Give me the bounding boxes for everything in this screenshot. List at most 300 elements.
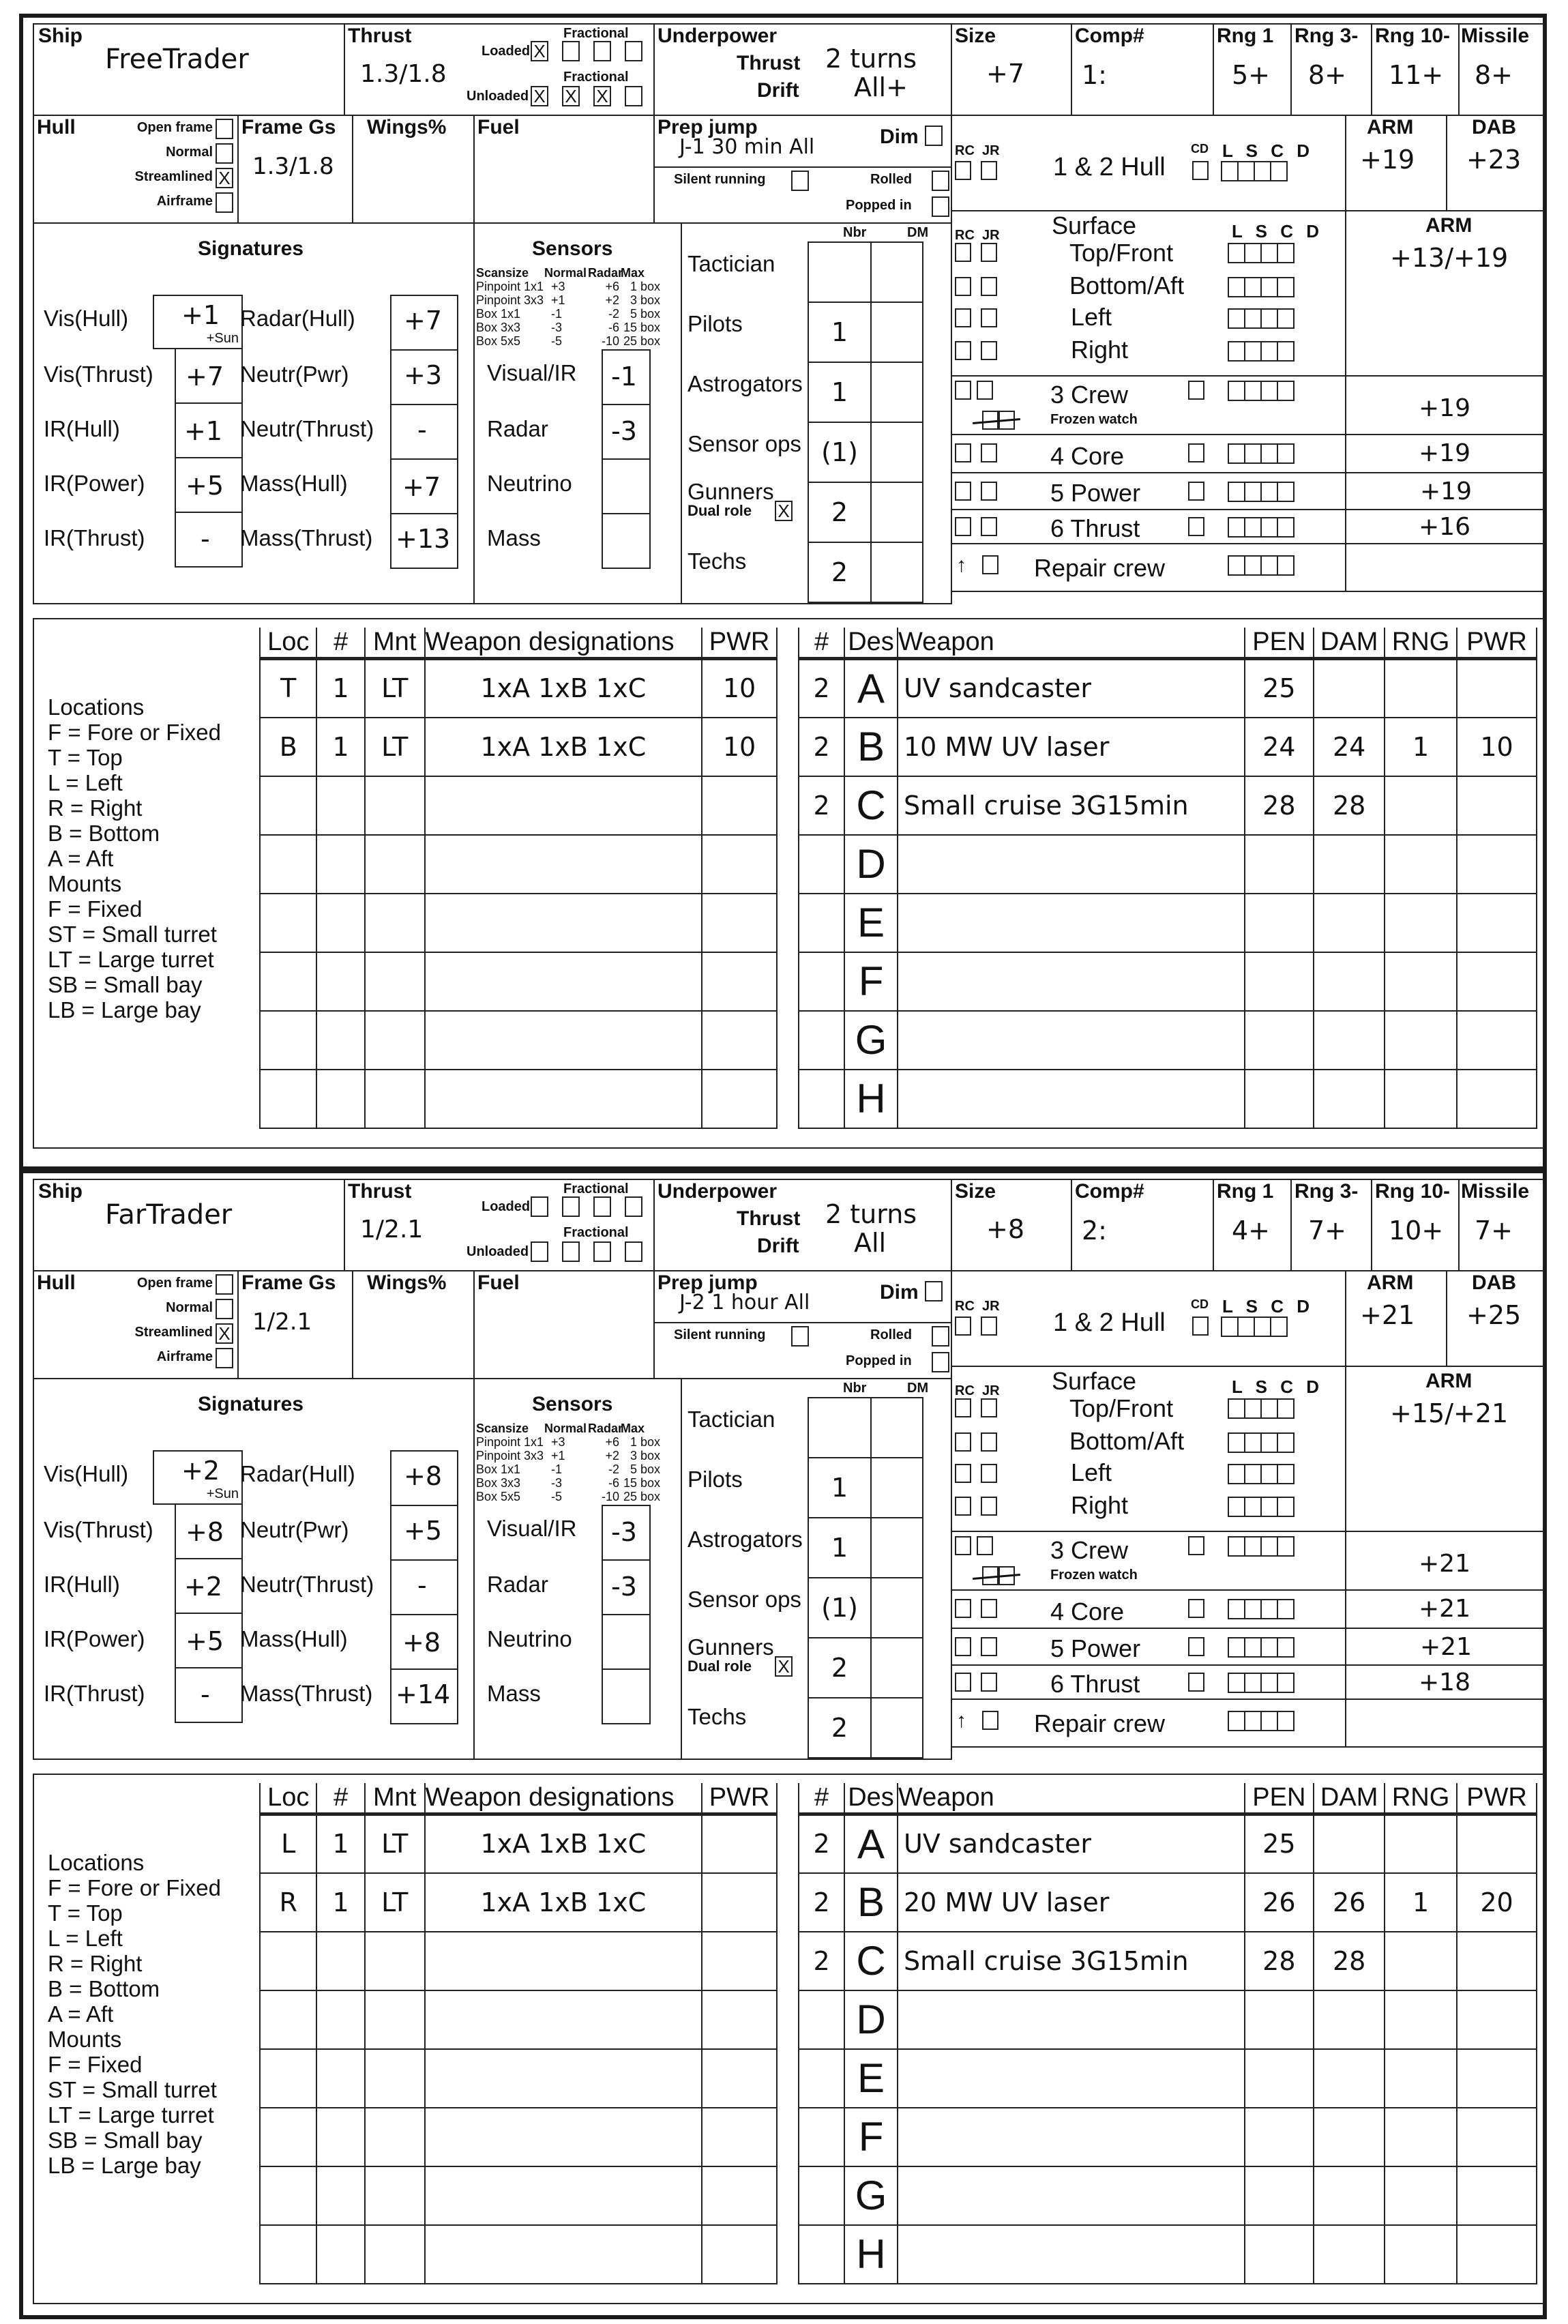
- weapon-pwr[interactable]: [1457, 2108, 1537, 2166]
- unloaded-checkbox-1[interactable]: [531, 1241, 548, 1262]
- mount-type[interactable]: LT: [365, 718, 425, 776]
- weapon-dam[interactable]: 26: [1314, 1873, 1385, 1932]
- mount-count[interactable]: [316, 1990, 364, 2049]
- prep-jump-value[interactable]: J-1 30 min All: [679, 135, 815, 159]
- crew-rc[interactable]: [955, 1536, 971, 1555]
- mount-type[interactable]: [365, 2225, 425, 2284]
- vis-thrust-value[interactable]: +8: [186, 1517, 224, 1547]
- mount-designations[interactable]: 1xA 1xB 1xC: [425, 659, 702, 718]
- mount-loc[interactable]: [260, 2166, 316, 2225]
- mount-type[interactable]: [365, 1990, 425, 2049]
- repair-crew-lscd[interactable]: [1228, 1711, 1293, 1731]
- mount-type[interactable]: [365, 1070, 425, 1128]
- loaded-checkbox-2[interactable]: [562, 41, 580, 61]
- hull-rc-checkbox[interactable]: [955, 1317, 971, 1336]
- weapon-pen[interactable]: [1245, 894, 1314, 952]
- bottom-aft-lscd[interactable]: [1228, 1432, 1293, 1453]
- weapon-pwr[interactable]: [1457, 1932, 1537, 1990]
- weapon-pen[interactable]: [1245, 952, 1314, 1011]
- top-front-rc[interactable]: [955, 1398, 971, 1417]
- radar-value[interactable]: -3: [611, 1572, 637, 1602]
- weapon-count[interactable]: [799, 2049, 844, 2108]
- mass-thrust-value[interactable]: +14: [396, 1679, 451, 1709]
- gunners-dm[interactable]: [871, 1638, 923, 1698]
- mount-designations[interactable]: [425, 1990, 702, 2049]
- right-jr[interactable]: [981, 1497, 997, 1516]
- crew-lscd[interactable]: [1228, 381, 1293, 401]
- mount-loc[interactable]: [260, 835, 316, 894]
- dual-role-checkbox[interactable]: X: [775, 1656, 793, 1677]
- mount-type[interactable]: [365, 2166, 425, 2225]
- hull-jr-checkbox[interactable]: [981, 1317, 997, 1336]
- weapon-dam[interactable]: [1314, 2049, 1385, 2108]
- comp-value[interactable]: 1:: [1082, 60, 1107, 90]
- mount-count[interactable]: 1: [316, 718, 364, 776]
- thrust-cd[interactable]: [1188, 1673, 1204, 1692]
- mount-pwr[interactable]: [702, 2108, 777, 2166]
- weapon-count[interactable]: [799, 2225, 844, 2284]
- loaded-checkbox-1[interactable]: X: [531, 41, 548, 61]
- thrust-rc[interactable]: [955, 1673, 971, 1692]
- mount-loc[interactable]: T: [260, 659, 316, 718]
- weapon-pen[interactable]: [1245, 1011, 1314, 1070]
- rng3-value[interactable]: 8+: [1308, 60, 1347, 90]
- mount-loc[interactable]: B: [260, 718, 316, 776]
- gunners-nbr[interactable]: 2: [808, 1638, 871, 1698]
- mount-pwr[interactable]: 10: [702, 659, 777, 718]
- weapon-name[interactable]: [898, 835, 1245, 894]
- weapon-name[interactable]: [898, 2166, 1245, 2225]
- thrust-lscd[interactable]: [1228, 1673, 1293, 1693]
- underpower-thrust-value[interactable]: 2 turns: [825, 1199, 917, 1229]
- comp-value[interactable]: 2:: [1082, 1216, 1107, 1246]
- loaded-checkbox-4[interactable]: [625, 1196, 642, 1217]
- silent-running-checkbox[interactable]: [791, 171, 809, 191]
- core-lscd[interactable]: [1228, 1599, 1293, 1619]
- weapon-dam[interactable]: [1314, 1814, 1385, 1873]
- mount-type[interactable]: [365, 1932, 425, 1990]
- top-front-lscd[interactable]: [1228, 1398, 1293, 1419]
- left-jr[interactable]: [981, 308, 997, 327]
- mount-count[interactable]: 1: [316, 659, 364, 718]
- weapon-dam[interactable]: [1314, 894, 1385, 952]
- thrust-value[interactable]: 1.3/1.8: [360, 60, 447, 88]
- weapon-pwr[interactable]: [1457, 1011, 1537, 1070]
- sensor-ops-nbr[interactable]: (1): [808, 1578, 871, 1638]
- weapon-name[interactable]: UV sandcaster: [898, 1814, 1245, 1873]
- mount-loc[interactable]: [260, 2049, 316, 2108]
- surface-arm-value[interactable]: +13/+19: [1390, 243, 1509, 273]
- popped-in-checkbox[interactable]: [932, 196, 949, 217]
- underpower-thrust-value[interactable]: 2 turns: [825, 44, 917, 74]
- bottom-aft-jr[interactable]: [981, 277, 997, 296]
- weapon-count[interactable]: [799, 2108, 844, 2166]
- weapon-rng[interactable]: 1: [1385, 718, 1457, 776]
- visual-ir-value[interactable]: -1: [611, 362, 637, 392]
- top-front-jr[interactable]: [981, 243, 997, 262]
- rolled-checkbox[interactable]: [932, 1326, 949, 1347]
- core-rc[interactable]: [955, 1599, 971, 1618]
- top-front-lscd[interactable]: [1228, 243, 1293, 263]
- weapon-pen[interactable]: [1245, 2225, 1314, 2284]
- weapon-pwr[interactable]: [1457, 2166, 1537, 2225]
- mount-designations[interactable]: [425, 835, 702, 894]
- weapon-rng[interactable]: [1385, 1932, 1457, 1990]
- visual-ir-value[interactable]: -3: [611, 1517, 637, 1547]
- weapon-name[interactable]: [898, 1990, 1245, 2049]
- power-lscd[interactable]: [1228, 1637, 1293, 1658]
- crew-arm-value[interactable]: +21: [1419, 1550, 1470, 1578]
- weapon-pwr[interactable]: 20: [1457, 1873, 1537, 1932]
- mass-hull-value[interactable]: +7: [402, 472, 441, 502]
- loaded-checkbox-2[interactable]: [562, 1196, 580, 1217]
- mount-loc[interactable]: [260, 1011, 316, 1070]
- weapon-dam[interactable]: 28: [1314, 776, 1385, 835]
- core-cd[interactable]: [1188, 443, 1204, 462]
- weapon-name[interactable]: [898, 1070, 1245, 1128]
- vis-hull-value[interactable]: +2: [181, 1456, 220, 1486]
- weapon-pwr[interactable]: [1457, 1814, 1537, 1873]
- astrogators-nbr[interactable]: 1: [808, 1518, 871, 1578]
- rng10-value[interactable]: 11+: [1389, 60, 1444, 90]
- weapon-rng[interactable]: [1385, 2166, 1457, 2225]
- radar-hull-value[interactable]: +7: [404, 306, 443, 336]
- weapon-pen[interactable]: [1245, 2108, 1314, 2166]
- unloaded-checkbox-2[interactable]: X: [562, 86, 580, 106]
- sensor-ops-dm[interactable]: [871, 422, 923, 482]
- weapon-count[interactable]: 2: [799, 1932, 844, 1990]
- ship-name[interactable]: FarTrader: [105, 1199, 233, 1231]
- radar-hull-value[interactable]: +8: [404, 1461, 443, 1491]
- weapon-rng[interactable]: [1385, 894, 1457, 952]
- vis-hull-value[interactable]: +1: [181, 300, 220, 330]
- weapon-dam[interactable]: [1314, 2108, 1385, 2166]
- airframe-checkbox[interactable]: [216, 192, 233, 213]
- weapon-rng[interactable]: [1385, 1070, 1457, 1128]
- crew-arm-value[interactable]: +19: [1419, 394, 1470, 422]
- mount-designations[interactable]: [425, 952, 702, 1011]
- mount-count[interactable]: [316, 1011, 364, 1070]
- left-jr[interactable]: [981, 1464, 997, 1483]
- crew-cd[interactable]: [1188, 381, 1204, 400]
- mount-pwr[interactable]: [702, 1873, 777, 1932]
- mount-type[interactable]: [365, 2049, 425, 2108]
- weapon-count[interactable]: 2: [799, 1873, 844, 1932]
- weapon-pwr[interactable]: [1457, 894, 1537, 952]
- weapon-dam[interactable]: 28: [1314, 1932, 1385, 1990]
- weapon-pwr[interactable]: [1457, 1070, 1537, 1128]
- dual-role-checkbox[interactable]: X: [775, 501, 793, 521]
- mount-pwr[interactable]: [702, 835, 777, 894]
- weapon-rng[interactable]: [1385, 1814, 1457, 1873]
- mount-pwr[interactable]: [702, 894, 777, 952]
- mount-type[interactable]: LT: [365, 659, 425, 718]
- neutr-thrust-value[interactable]: -: [417, 1570, 427, 1600]
- core-jr[interactable]: [981, 443, 997, 462]
- left-lscd[interactable]: [1228, 308, 1293, 329]
- mount-designations[interactable]: [425, 2225, 702, 2284]
- mount-loc[interactable]: [260, 2225, 316, 2284]
- techs-nbr[interactable]: 2: [808, 1698, 871, 1758]
- right-lscd[interactable]: [1228, 341, 1293, 362]
- size-value[interactable]: +8: [986, 1214, 1025, 1244]
- mass-hull-value[interactable]: +8: [402, 1628, 441, 1658]
- power-arm-value[interactable]: +21: [1420, 1633, 1472, 1661]
- mount-pwr[interactable]: [702, 2049, 777, 2108]
- open-frame-checkbox[interactable]: [216, 1274, 233, 1295]
- weapon-rng[interactable]: [1385, 776, 1457, 835]
- thrust-arm-value[interactable]: +16: [1419, 513, 1470, 541]
- tactician-dm[interactable]: [871, 242, 923, 302]
- power-arm-value[interactable]: +19: [1420, 477, 1472, 505]
- mount-pwr[interactable]: [702, 2166, 777, 2225]
- unloaded-checkbox-4[interactable]: [625, 1241, 642, 1262]
- mount-loc[interactable]: [260, 894, 316, 952]
- underpower-drift-value[interactable]: All+: [854, 72, 908, 102]
- hull-jr-checkbox[interactable]: [981, 161, 997, 180]
- pilots-dm[interactable]: [871, 1458, 923, 1518]
- weapon-pen[interactable]: [1245, 1990, 1314, 2049]
- weapon-count[interactable]: 2: [799, 718, 844, 776]
- mount-loc[interactable]: [260, 776, 316, 835]
- mount-designations[interactable]: [425, 2166, 702, 2225]
- sensor-ops-nbr[interactable]: (1): [808, 422, 871, 482]
- weapon-pen[interactable]: 28: [1245, 776, 1314, 835]
- weapon-dam[interactable]: 24: [1314, 718, 1385, 776]
- weapon-pwr[interactable]: [1457, 2225, 1537, 2284]
- weapon-dam[interactable]: [1314, 952, 1385, 1011]
- mount-loc[interactable]: R: [260, 1873, 316, 1932]
- ir-power-value[interactable]: +5: [186, 1626, 224, 1656]
- mount-designations[interactable]: [425, 894, 702, 952]
- mount-count[interactable]: [316, 2049, 364, 2108]
- power-jr[interactable]: [981, 1637, 997, 1656]
- mount-type[interactable]: [365, 1011, 425, 1070]
- gunners-nbr[interactable]: 2: [808, 482, 871, 542]
- mount-loc[interactable]: [260, 1932, 316, 1990]
- neutr-thrust-value[interactable]: -: [417, 415, 427, 445]
- weapon-count[interactable]: [799, 894, 844, 952]
- weapon-dam[interactable]: [1314, 1070, 1385, 1128]
- unloaded-checkbox-3[interactable]: X: [593, 86, 611, 106]
- unloaded-checkbox-2[interactable]: [562, 1241, 580, 1262]
- mount-loc[interactable]: L: [260, 1814, 316, 1873]
- mount-designations[interactable]: [425, 2049, 702, 2108]
- weapon-count[interactable]: [799, 952, 844, 1011]
- prep-jump-value[interactable]: J-2 1 hour All: [679, 1291, 810, 1314]
- mount-count[interactable]: [316, 894, 364, 952]
- thrust-value[interactable]: 1/2.1: [360, 1216, 424, 1244]
- weapon-pen[interactable]: 25: [1245, 1814, 1314, 1873]
- right-lscd[interactable]: [1228, 1497, 1293, 1517]
- weapon-name[interactable]: [898, 952, 1245, 1011]
- rng1-value[interactable]: 5+: [1232, 60, 1271, 90]
- repair-crew-checkbox[interactable]: [982, 1711, 999, 1730]
- weapon-count[interactable]: [799, 1990, 844, 2049]
- hull-arm-value[interactable]: +21: [1360, 1300, 1415, 1330]
- mount-type[interactable]: [365, 894, 425, 952]
- weapon-pen[interactable]: 25: [1245, 659, 1314, 718]
- ir-hull-value[interactable]: +2: [184, 1572, 223, 1602]
- mount-count[interactable]: [316, 2225, 364, 2284]
- weapon-count[interactable]: 2: [799, 776, 844, 835]
- thrust-arm-value[interactable]: +18: [1419, 1668, 1470, 1696]
- techs-nbr[interactable]: 2: [808, 542, 871, 602]
- power-jr[interactable]: [981, 482, 997, 501]
- mount-count[interactable]: [316, 835, 364, 894]
- mount-pwr[interactable]: [702, 1011, 777, 1070]
- weapon-pwr[interactable]: [1457, 835, 1537, 894]
- weapon-pwr[interactable]: 10: [1457, 718, 1537, 776]
- mount-pwr[interactable]: [702, 1070, 777, 1128]
- thrust-lscd[interactable]: [1228, 517, 1293, 538]
- thrust-jr[interactable]: [981, 517, 997, 536]
- weapon-name[interactable]: [898, 1011, 1245, 1070]
- top-front-jr[interactable]: [981, 1398, 997, 1417]
- astrogators-dm[interactable]: [871, 362, 923, 422]
- tactician-nbr[interactable]: [808, 1398, 871, 1458]
- unloaded-checkbox-4[interactable]: [625, 86, 642, 106]
- mount-designations[interactable]: [425, 2108, 702, 2166]
- ir-power-value[interactable]: +5: [186, 471, 224, 501]
- ir-thrust-value[interactable]: -: [201, 524, 210, 554]
- astrogators-nbr[interactable]: 1: [808, 362, 871, 422]
- radar-value[interactable]: -3: [611, 416, 637, 446]
- mount-count[interactable]: [316, 1070, 364, 1128]
- mount-designations[interactable]: 1xA 1xB 1xC: [425, 1814, 702, 1873]
- bottom-aft-rc[interactable]: [955, 277, 971, 296]
- weapon-pwr[interactable]: [1457, 776, 1537, 835]
- rng10-value[interactable]: 10+: [1389, 1216, 1444, 1246]
- weapon-rng[interactable]: [1385, 2108, 1457, 2166]
- dim-checkbox[interactable]: [925, 126, 943, 146]
- weapon-pen[interactable]: [1245, 2049, 1314, 2108]
- hull-rc-checkbox[interactable]: [955, 161, 971, 180]
- weapon-rng[interactable]: [1385, 2225, 1457, 2284]
- loaded-checkbox-3[interactable]: [593, 41, 611, 61]
- hull-lscd-boxes[interactable]: [1221, 161, 1286, 181]
- crew-rc[interactable]: [955, 381, 971, 400]
- mount-type[interactable]: [365, 835, 425, 894]
- left-lscd[interactable]: [1228, 1464, 1293, 1484]
- unloaded-checkbox-3[interactable]: [593, 1241, 611, 1262]
- weapon-count[interactable]: [799, 1011, 844, 1070]
- weapon-name[interactable]: [898, 2049, 1245, 2108]
- mount-pwr[interactable]: 10: [702, 718, 777, 776]
- weapon-pwr[interactable]: [1457, 952, 1537, 1011]
- crew-jr[interactable]: [977, 1536, 993, 1555]
- crew-jr[interactable]: [977, 381, 993, 400]
- weapon-count[interactable]: [799, 2166, 844, 2225]
- mount-count[interactable]: 1: [316, 1873, 364, 1932]
- frame-gs-value[interactable]: 1.3/1.8: [252, 153, 334, 180]
- weapon-rng[interactable]: [1385, 835, 1457, 894]
- astrogators-dm[interactable]: [871, 1518, 923, 1578]
- core-jr[interactable]: [981, 1599, 997, 1618]
- repair-crew-checkbox[interactable]: [982, 555, 999, 574]
- weapon-rng[interactable]: 1: [1385, 1873, 1457, 1932]
- mount-count[interactable]: [316, 776, 364, 835]
- airframe-checkbox[interactable]: [216, 1348, 233, 1368]
- mount-type[interactable]: [365, 776, 425, 835]
- bottom-aft-lscd[interactable]: [1228, 277, 1293, 297]
- weapon-dam[interactable]: [1314, 835, 1385, 894]
- weapon-name[interactable]: UV sandcaster: [898, 659, 1245, 718]
- weapon-count[interactable]: 2: [799, 1814, 844, 1873]
- streamlined-checkbox[interactable]: X: [216, 168, 233, 188]
- mount-loc[interactable]: [260, 1070, 316, 1128]
- mount-designations[interactable]: 1xA 1xB 1xC: [425, 1873, 702, 1932]
- pilots-nbr[interactable]: 1: [808, 1458, 871, 1518]
- weapon-name[interactable]: 20 MW UV laser: [898, 1873, 1245, 1932]
- mount-pwr[interactable]: [702, 1932, 777, 1990]
- silent-running-checkbox[interactable]: [791, 1326, 809, 1347]
- sensor-ops-dm[interactable]: [871, 1578, 923, 1638]
- loaded-checkbox-4[interactable]: [625, 41, 642, 61]
- core-arm-value[interactable]: +19: [1419, 439, 1470, 467]
- size-value[interactable]: +7: [986, 59, 1025, 89]
- core-arm-value[interactable]: +21: [1419, 1595, 1470, 1623]
- mount-designations[interactable]: [425, 1011, 702, 1070]
- power-cd[interactable]: [1188, 482, 1204, 501]
- right-jr[interactable]: [981, 341, 997, 360]
- weapon-pen[interactable]: [1245, 2166, 1314, 2225]
- mount-type[interactable]: [365, 2108, 425, 2166]
- techs-dm[interactable]: [871, 542, 923, 602]
- repair-crew-lscd[interactable]: [1228, 555, 1293, 576]
- techs-dm[interactable]: [871, 1698, 923, 1758]
- underpower-drift-value[interactable]: All: [854, 1228, 887, 1258]
- ship-name[interactable]: FreeTrader: [105, 44, 249, 75]
- mount-designations[interactable]: [425, 776, 702, 835]
- pilots-dm[interactable]: [871, 302, 923, 362]
- mount-type[interactable]: LT: [365, 1814, 425, 1873]
- bottom-aft-rc[interactable]: [955, 1432, 971, 1452]
- neutr-pwr-value[interactable]: +5: [404, 1516, 443, 1546]
- top-front-rc[interactable]: [955, 243, 971, 262]
- power-rc[interactable]: [955, 482, 971, 501]
- tactician-dm[interactable]: [871, 1398, 923, 1458]
- mount-type[interactable]: LT: [365, 1873, 425, 1932]
- mount-type[interactable]: [365, 952, 425, 1011]
- hull-dab-value[interactable]: +25: [1466, 1300, 1522, 1330]
- weapon-dam[interactable]: [1314, 2225, 1385, 2284]
- crew-lscd[interactable]: [1228, 1536, 1293, 1557]
- bottom-aft-jr[interactable]: [981, 1432, 997, 1452]
- weapon-pen[interactable]: [1245, 1070, 1314, 1128]
- mount-pwr[interactable]: [702, 1990, 777, 2049]
- weapon-name[interactable]: Small cruise 3G15min: [898, 776, 1245, 835]
- mount-loc[interactable]: [260, 2108, 316, 2166]
- ir-thrust-value[interactable]: -: [201, 1679, 210, 1709]
- weapon-name[interactable]: [898, 2108, 1245, 2166]
- normal-checkbox[interactable]: [216, 1299, 233, 1319]
- weapon-count[interactable]: [799, 835, 844, 894]
- weapon-pwr[interactable]: [1457, 2049, 1537, 2108]
- mount-loc[interactable]: [260, 952, 316, 1011]
- weapon-pwr[interactable]: [1457, 659, 1537, 718]
- mount-designations[interactable]: [425, 1932, 702, 1990]
- hull-cd-checkbox[interactable]: [1192, 1317, 1209, 1336]
- popped-in-checkbox[interactable]: [932, 1352, 949, 1372]
- thrust-jr[interactable]: [981, 1673, 997, 1692]
- weapon-dam[interactable]: [1314, 1990, 1385, 2049]
- weapon-pwr[interactable]: [1457, 1990, 1537, 2049]
- gunners-dm[interactable]: [871, 482, 923, 542]
- vis-thrust-value[interactable]: +7: [186, 362, 224, 392]
- loaded-checkbox-3[interactable]: [593, 1196, 611, 1217]
- hull-cd-checkbox[interactable]: [1192, 161, 1209, 180]
